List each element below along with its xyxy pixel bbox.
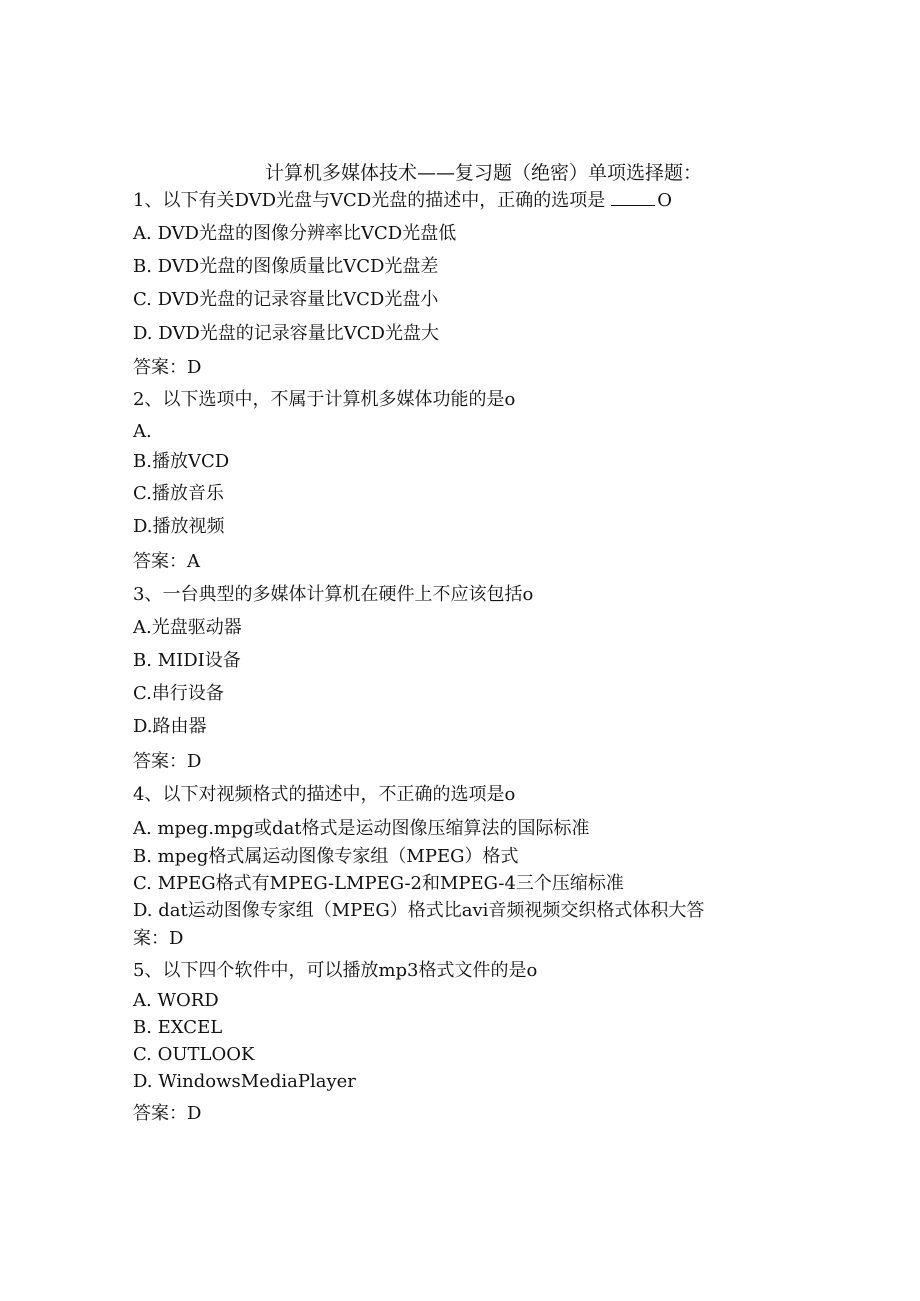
question-3-option-b: B. MIDI设备 <box>133 650 241 671</box>
question-1-option-d: D. DVD光盘的记录容量比VCD光盘大 <box>133 323 439 344</box>
question-3-answer: 答案：D <box>133 751 202 772</box>
question-4-option-a: A. mpeg.mpg或dat格式是运动图像压缩算法的国际标准 <box>133 818 590 839</box>
question-1-answer: 答案：D <box>133 357 202 378</box>
question-4-option-c: C. MPEG格式有MPEG-LMPEG-2和MPEG-4三个压缩标准 <box>133 873 624 894</box>
question-2-answer: 答案：A <box>133 551 200 572</box>
question-5-stem: 5、以下四个软件中，可以播放mp3格式文件的是o <box>133 960 538 981</box>
question-1-stem <box>133 189 672 213</box>
question-3-option-c: C.串行设备 <box>133 683 224 704</box>
question-3-option-a: A.光盘驱动器 <box>133 617 242 638</box>
question-2-option-b: B.播放VCD <box>133 451 230 472</box>
question-stem-text: 1、以下有关DVD光盘与VCD光盘的描述中，正确的选项是 <box>133 190 606 211</box>
question-2-option-d: D.播放视频 <box>133 516 225 537</box>
question-4-option-d: D. dat运动图像专家组（MPEG）格式比avi音频视频交织格式体积大答 <box>133 900 705 921</box>
document-title: 计算机多媒体技术——复习题（绝密）单项选择题： <box>265 162 703 184</box>
question-2-option-a: A. <box>133 421 152 442</box>
question-5-option-d: D. WindowsMediaPlayer <box>133 1071 356 1092</box>
question-5-option-c: C. OUTLOOK <box>133 1044 255 1065</box>
question-4-stem: 4、以下对视频格式的描述中，不正确的选项是o <box>133 784 516 805</box>
question-4-answer: 案：D <box>133 928 184 949</box>
question-3-option-d: D.路由器 <box>133 716 207 737</box>
question-5-option-b: B. EXCEL <box>133 1017 223 1038</box>
answer-blank <box>611 189 655 206</box>
question-5-option-a: A. WORD <box>133 990 219 1011</box>
question-2-option-c: C.播放音乐 <box>133 483 224 504</box>
question-4-option-b: B. mpeg格式属运动图像专家组（MPEG）格式 <box>133 846 519 867</box>
question-stem-end: O <box>657 190 672 211</box>
question-1-option-c: C. DVD光盘的记录容量比VCD光盘小 <box>133 289 439 310</box>
question-3-stem: 3、一台典型的多媒体计算机在硬件上不应该包括o <box>133 584 534 605</box>
question-1-option-a: A. DVD光盘的图像分辨率比VCD光盘低 <box>133 223 457 244</box>
question-5-answer: 答案：D <box>133 1103 202 1124</box>
question-1-option-b: B. DVD光盘的图像质量比VCD光盘差 <box>133 256 439 277</box>
question-2-stem: 2、以下选项中，不属于计算机多媒体功能的是o <box>133 389 516 410</box>
